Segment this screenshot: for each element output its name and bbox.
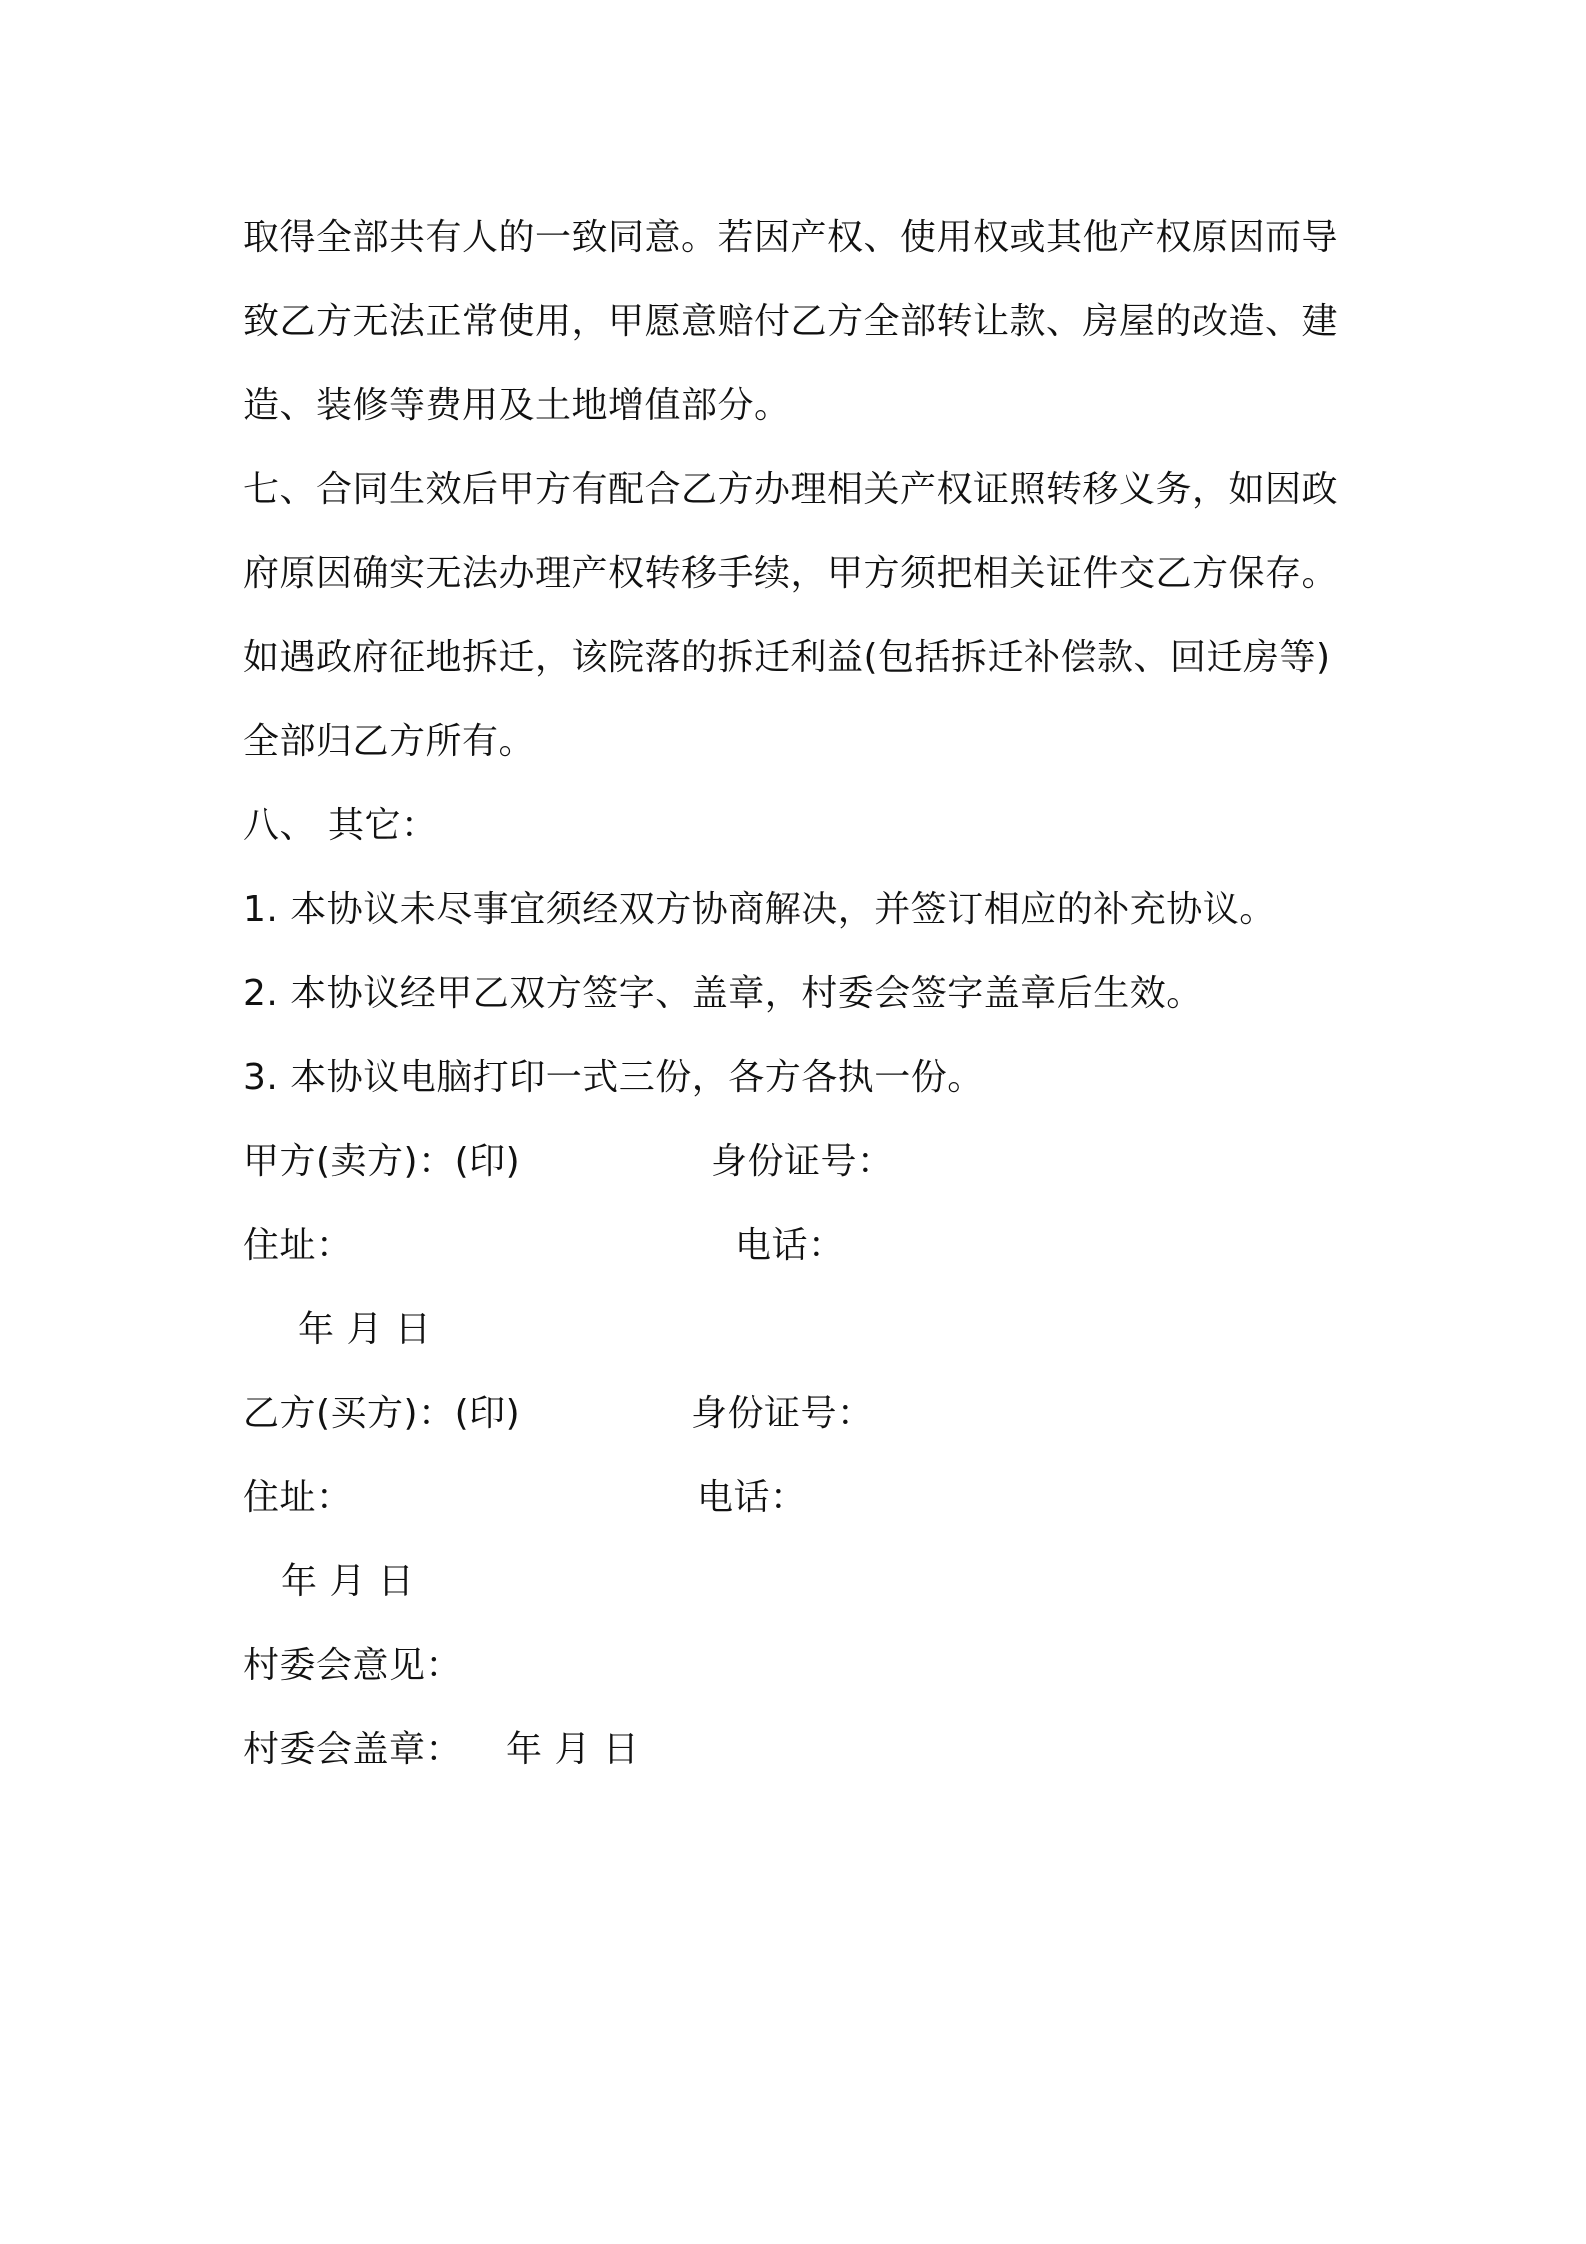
party-a-label: 甲方(卖方)：(印) [243,1141,521,1182]
other-item-2: 2. 本协议经甲乙双方签字、盖章，村委会签字盖章后生效。 [243,973,1203,1014]
party-a-id-label: 身份证号： [711,1141,894,1182]
party-b-label: 乙方(买方)：(印) [243,1393,521,1434]
clause-seven-line: 全部归乙方所有。 [243,721,536,762]
section-eight-heading: 八、 其它： [243,805,438,846]
document-body [243,196,1363,1792]
party-a-row [243,1120,1363,1204]
paragraph-line: 取得全部共有人的一致同意。若因产权、使用权或其他产权原因而导 [243,217,1339,258]
committee-date: 年 月 日 [506,1729,640,1770]
party-b-date: 年 月 日 [281,1561,415,1602]
party-a-date: 年 月 日 [298,1309,432,1350]
clause-seven-line: 如遇政府征地拆迁，该院落的拆迁利益(包括拆迁补偿款、回迁房等) [243,637,1331,678]
paragraph-line: 致乙方无法正常使用，甲愿意赔付乙方全部转让款、房屋的改造、建 [243,301,1339,342]
clause-seven-line: 府原因确实无法办理产权转移手续，甲方须把相关证件交乙方保存。 [243,553,1339,594]
party-a-phone-label: 电话： [735,1225,845,1266]
clause-seven-line: 七、合同生效后甲方有配合乙方办理相关产权证照转移义务，如因政 [243,469,1339,510]
other-item-3: 3. 本协议电脑打印一式三份，各方各执一份。 [243,1057,984,1098]
paragraph-line: 造、装修等费用及土地增值部分。 [243,385,791,426]
committee-opinion-label: 村委会意见： [243,1645,463,1686]
party-b-row [243,1372,1363,1456]
committee-seal-row [243,1708,1363,1792]
other-item-1: 1. 本协议未尽事宜须经双方协商解决，并签订相应的补充协议。 [243,889,1276,930]
party-a-address-label: 住址： [243,1225,353,1266]
committee-seal-label: 村委会盖章： [243,1729,463,1770]
party-a-address-row [243,1204,1363,1288]
party-b-id-label: 身份证号： [691,1393,874,1434]
party-b-phone-label: 电话： [697,1477,807,1518]
party-b-address-row [243,1456,1363,1540]
party-b-address-label: 住址： [243,1477,353,1518]
